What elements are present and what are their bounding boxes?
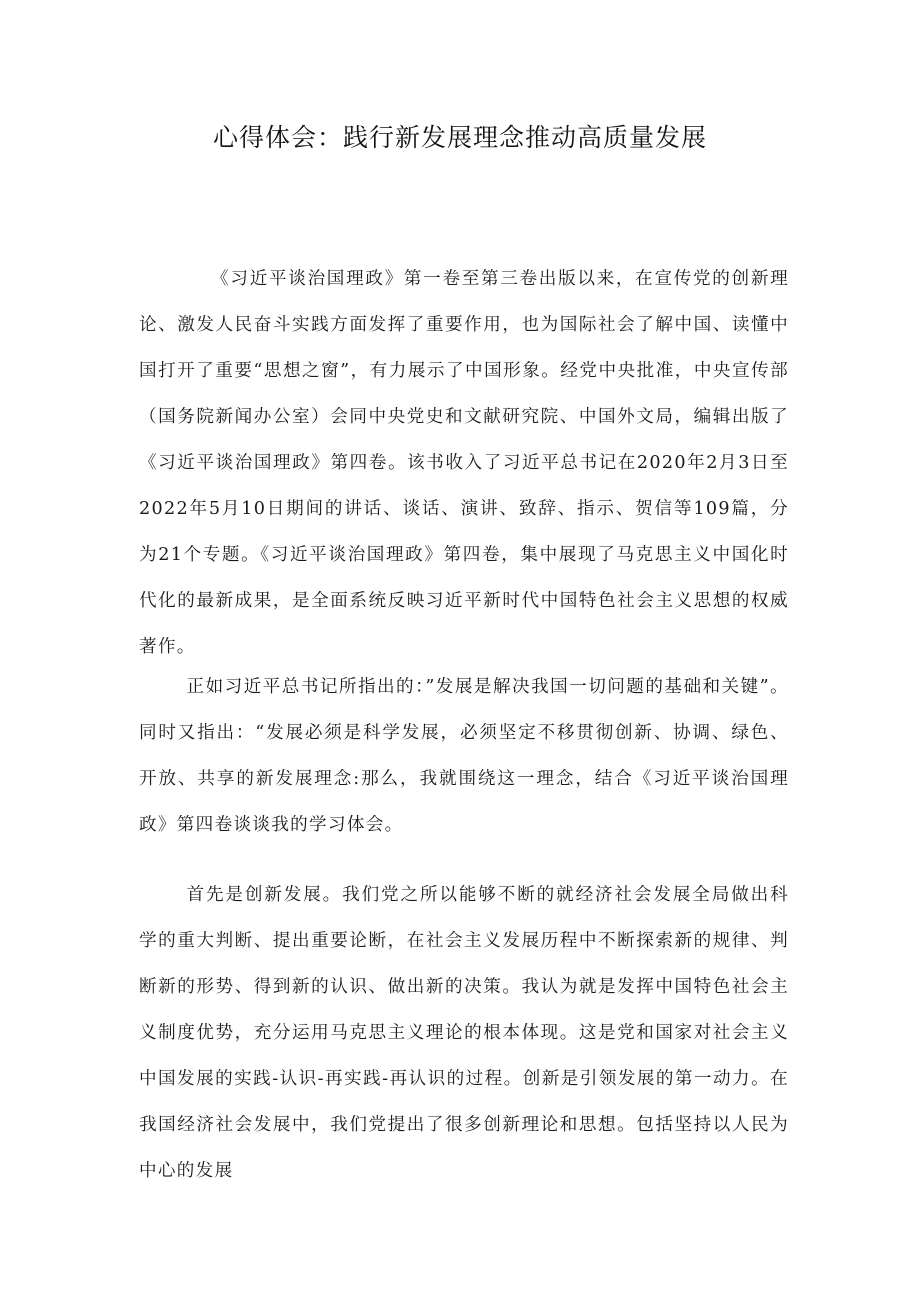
paragraph-quote: 正如习近平总书记所指出的：”发展是解决我国一切问题的基础和关键”。同时又指出：“发展必须是科学发展，必须坚定不移贯彻创新、协调、绿色、开放、共享的新发展理念:那么，我就围绕这一理念，结合《习近平谈治国理政》第四卷谈谈我的学习体会。	[139, 677, 789, 835]
paragraph-intro: 《习近平谈治国理政》第一卷至第三卷出版以来，在宣传党的创新理论、激发人民奋斗实践方面发挥了重要作用，也为国际社会了解中国、读懂中国打开了重要“思想之窗”，有力展示了中国形象。经党中央批准，中央宣传部（国务院新闻办公室）会同中央党史和文献研究院、中国外文局，编辑出版了《习近平谈治国理政》第四卷。该书收入了习近平总书记在2020年2月3日至2022年5月10日期间的讲话、谈话、演讲、致辞、指示、贺信等109篇，分为21个专题。《习近平谈治国理政》第四卷，集中展现了马克思主义中国化时代化的最新成果，是全面系统反映习近平新时代中国特色社会主义思想的权威著作。	[139, 269, 789, 657]
paragraph-innovation: 首先是创新发展。我们党之所以能够不断的就经济社会发展全局做出科学的重大判断、提出重要论断，在社会主义发展历程中不断探索新的规律、判断新的形势、得到新的认识、做出新的决策。我认为就是发挥中国特色社会主义制度优势，充分运用马克思主义理论的根本体现。这是党和国家对社会主义中国发展的实践-认识-再实践-再认识的过程。创新是引领发展的第一动力。在我国经济社会发展中，我们党提出了很多创新理论和思想。包括坚持以人民为中心的发展	[139, 885, 789, 1181]
document-title: 心得体会：践行新发展理念推动高质量发展	[212, 123, 707, 152]
